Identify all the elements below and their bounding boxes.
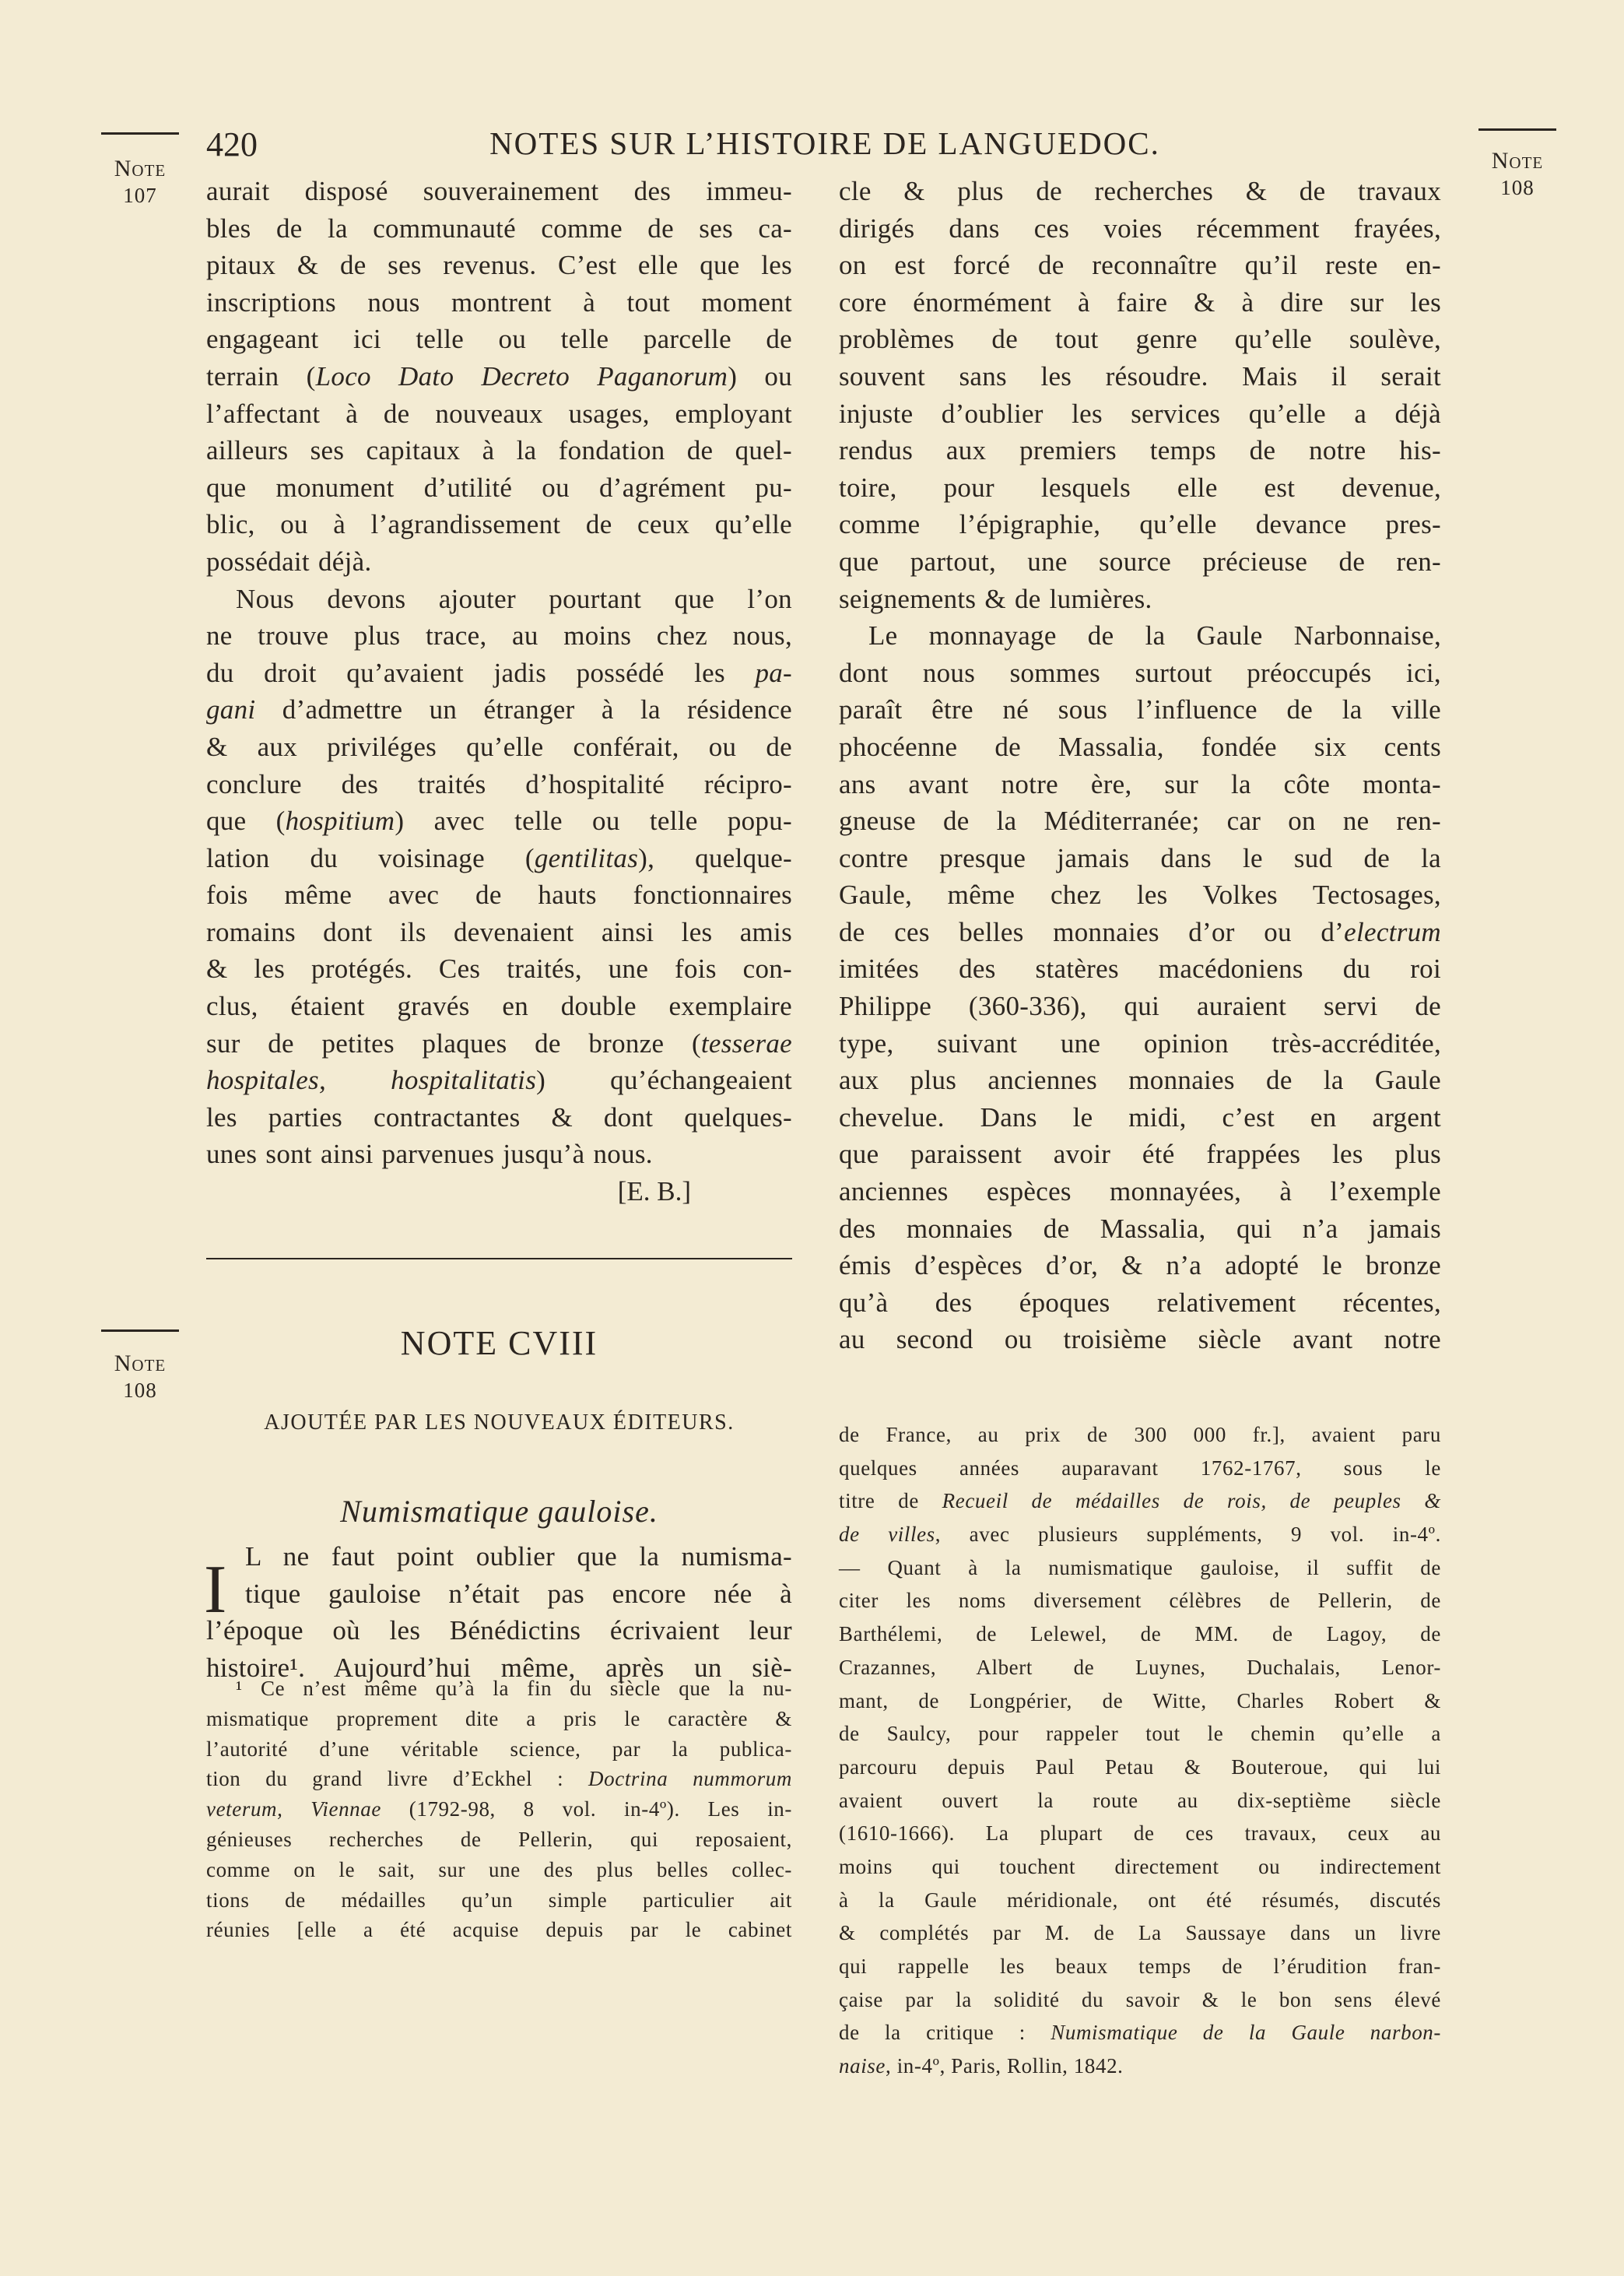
- text-run: Gaule, même chez les Volkes Tectosages,: [839, 880, 1441, 911]
- text-run: engageant ici telle ou telle parcelle de: [206, 324, 792, 355]
- text-line: [839, 655, 1441, 692]
- page-number: 420: [206, 125, 258, 163]
- text-run: que monument d’utilité ou d’agrément pu-: [206, 472, 792, 503]
- text-line: [206, 766, 792, 803]
- text-run: blic, ou à l’agrandissement de ceux qu’elle: [206, 509, 792, 540]
- text-line: [839, 469, 1441, 507]
- text-line: [839, 432, 1441, 469]
- text-run: Nous devons ajouter pourtant que l’on: [236, 583, 792, 614]
- italic-text: tesserae: [700, 1027, 792, 1059]
- text-line: [206, 1136, 792, 1173]
- italic-text: naise: [839, 2054, 886, 2078]
- text-line: [206, 506, 792, 543]
- text-run: souvent sans les résoudre. Mais il serait: [839, 360, 1441, 392]
- margin-note-label: Note: [1491, 148, 1544, 174]
- text-line: [839, 1173, 1441, 1210]
- italic-text: de villes: [839, 1523, 935, 1547]
- text-run: mismatique proprement dite a pris le caractère &: [206, 1706, 792, 1730]
- text-line: [206, 210, 792, 248]
- text-line: [839, 1452, 1441, 1485]
- margin-note-number: 108: [123, 1379, 157, 1402]
- text-line: [839, 1551, 1441, 1585]
- text-run: (1610-1666). La plupart de ces travaux, ceux au: [839, 1821, 1441, 1846]
- text-line: [206, 358, 792, 395]
- note-heading: NOTE CVIII: [400, 1324, 598, 1362]
- text-run: que (: [206, 806, 286, 837]
- text-line: [206, 1885, 792, 1916]
- text-run: d’admettre un étranger à la résidence: [255, 694, 792, 725]
- text-line: [206, 914, 792, 951]
- text-line: [206, 1612, 792, 1649]
- margin-note-number: 108: [1500, 176, 1535, 199]
- text-run: ) ou: [728, 360, 793, 392]
- text-run: core énormément à faire & à dire sur les: [839, 286, 1441, 318]
- text-line: [839, 1617, 1441, 1651]
- text-run: injuste d’oublier les services qu’elle a déjà: [839, 398, 1441, 429]
- text-run: ans avant notre ère, sur la côte monta-: [839, 768, 1441, 799]
- margin-note-label: Note: [114, 1350, 167, 1376]
- text-run: de ces belles monnaies d’or ou d’: [839, 916, 1345, 947]
- text-line: [839, 506, 1441, 543]
- text-run: paraît être né sous l’influence de la ville: [839, 694, 1441, 725]
- text-line: [206, 1794, 792, 1825]
- italic-text: Doctrina nummorum: [588, 1767, 792, 1791]
- right-column: [839, 173, 1441, 1358]
- text-line: [206, 1674, 792, 1704]
- text-run: que paraissent avoir été frappées les plus: [839, 1139, 1441, 1170]
- text-run: l’époque où les Bénédictins écrivaient leur: [206, 1615, 792, 1646]
- text-run: ¹ Ce n’est même qu’à la fin du siècle que la nu-: [236, 1677, 792, 1700]
- text-run: chevelue. Dans le midi, c’est en argent: [839, 1101, 1441, 1133]
- text-line: [206, 543, 792, 581]
- text-run: bles de la communauté comme de ses ca-: [206, 212, 792, 244]
- text-run: qu’à des époques relativement récentes,: [839, 1287, 1441, 1318]
- text-run: ), quelque-: [638, 842, 792, 873]
- drop-cap: I: [204, 1552, 227, 1628]
- text-line: [839, 1884, 1441, 1917]
- text-line: [839, 1418, 1441, 1452]
- margin-note-top-right: [1478, 148, 1556, 201]
- text-run: ne trouve plus trace, au moins chez nous,: [206, 620, 792, 652]
- margin-note-top-left: [101, 156, 179, 209]
- text-line: [206, 395, 792, 433]
- text-run: tions de médailles qu’un simple particulier ait: [206, 1888, 792, 1912]
- text-run: l’autorité d’une véritable science, par la publica-: [206, 1737, 792, 1761]
- text-line: [839, 2016, 1441, 2049]
- text-line: [839, 543, 1441, 581]
- text-run: rendus aux premiers temps de notre his-: [839, 435, 1441, 466]
- text-run: titre de: [839, 1489, 942, 1513]
- italic-text: gentilitas: [534, 842, 639, 873]
- text-run: de Saulcy, pour rappeler tout le chemin qu’elle a: [839, 1722, 1441, 1746]
- text-run: l’affectant à de nouveaux usages, employant: [206, 398, 792, 429]
- text-line: [839, 1784, 1441, 1818]
- italic-text: veterum, Viennae: [206, 1797, 381, 1821]
- footnote-right: [839, 1418, 1441, 2083]
- text-line: [839, 2049, 1441, 2083]
- text-run: conclure des traités d’hospitalité récipro-: [206, 768, 792, 799]
- text-line: [839, 1751, 1441, 1784]
- text-run: romains dont ils devenaient ainsi les amis: [206, 916, 792, 947]
- section-divider: [206, 1258, 792, 1259]
- text-run: — Quant à la numismatique gauloise, il suffit de: [839, 1555, 1441, 1579]
- text-line: [206, 1855, 792, 1885]
- text-run: çaise par la solidité du savoir & le bon sens élevé: [839, 1987, 1441, 2011]
- text-line: [206, 469, 792, 507]
- text-line: [839, 1850, 1441, 1884]
- text-run: tion du grand livre d’Eckhel :: [206, 1767, 589, 1791]
- text-run: pitaux & de ses revenus. C’est elle que les: [206, 250, 792, 281]
- text-run: & aux priviléges qu’elle conférait, ou de: [206, 731, 792, 762]
- text-run: dirigés dans ces voies récemment frayées,: [839, 212, 1441, 244]
- text-line: [839, 1210, 1441, 1248]
- text-run: gneuse de la Méditerranée; car on ne ren-: [839, 806, 1441, 837]
- text-run: dont nous sommes surtout préoccupés ici,: [839, 657, 1441, 688]
- text-line: [839, 1284, 1441, 1322]
- text-line: [839, 1136, 1441, 1173]
- italic-text: Numismatique de la Gaule narbon-: [1051, 2021, 1441, 2045]
- left-column: [206, 173, 792, 1210]
- text-line: [206, 173, 792, 210]
- text-run: sur de petites plaques de bronze (: [206, 1027, 701, 1059]
- text-line: [839, 395, 1441, 433]
- text-line: [206, 1099, 792, 1136]
- text-run: histoire¹. Aujourd’hui même, après un siè-: [206, 1652, 792, 1683]
- text-line: [839, 581, 1441, 618]
- text-run: contre presque jamais dans le sud de la: [839, 842, 1441, 873]
- text-line: [839, 766, 1441, 803]
- text-line: [839, 1916, 1441, 1950]
- text-run: , in-4º, Paris, Rollin, 1842.: [886, 2054, 1124, 2078]
- italic-text: gani: [206, 694, 256, 725]
- text-run: du droit qu’avaient jadis possédé les: [206, 657, 756, 688]
- text-line: [839, 1950, 1441, 1983]
- text-line: [206, 950, 792, 988]
- text-run: ailleurs ses capitaux à la fondation de quel-: [206, 435, 792, 466]
- note-subject: Numismatique gauloise.: [340, 1494, 658, 1529]
- text-line: [839, 321, 1441, 358]
- text-run: de France, au prix de 300 000 fr.], avaient paru: [839, 1423, 1441, 1446]
- text-line: [839, 691, 1441, 729]
- note-cviii-body: [206, 1538, 792, 1686]
- text-run: , avec plusieurs suppléments, 9 vol. in-4º.: [935, 1523, 1441, 1547]
- text-run: possédait déjà.: [206, 546, 372, 577]
- text-line: [206, 581, 792, 618]
- text-run: de la critique :: [839, 2021, 1051, 2045]
- text-line: [839, 950, 1441, 988]
- italic-text: hospitales, hospitalitatis: [206, 1065, 537, 1096]
- text-line: [839, 876, 1441, 914]
- text-line: [839, 1484, 1441, 1518]
- text-line: [839, 1651, 1441, 1684]
- text-run: L ne faut point oublier que la numisma-: [245, 1541, 792, 1572]
- text-run: moins qui touchent directement ou indirectement: [839, 1854, 1441, 1878]
- text-run: phocéenne de Massalia, fondée six cents: [839, 731, 1441, 762]
- text-run: aurait disposé souverainement des immeu-: [206, 176, 792, 206]
- text-run: comme on le sait, sur une des plus belles collec-: [206, 1857, 792, 1881]
- italic-text: Recueil de médailles de rois, de peuples &: [942, 1489, 1441, 1513]
- text-run: génieuses recherches de Pellerin, qui reposaient,: [206, 1827, 792, 1851]
- text-run: tique gauloise n’était pas encore née à: [245, 1578, 792, 1609]
- text-line: [839, 1321, 1441, 1358]
- text-run: citer les noms diversement célèbres de Pellerin, de: [839, 1589, 1441, 1613]
- text-run: ) qu’échangeaient: [536, 1065, 792, 1096]
- text-run: les parties contractantes & dont quelques-: [206, 1101, 792, 1133]
- italic-text: electrum: [1344, 916, 1441, 947]
- text-line: [839, 284, 1441, 321]
- text-run: aux plus anciennes monnaies de la Gaule: [839, 1065, 1441, 1096]
- text-run: on est forcé de reconnaître qu’il reste en-: [839, 250, 1441, 281]
- text-line: [206, 876, 792, 914]
- text-run: que partout, une source précieuse de ren-: [839, 546, 1441, 577]
- text-line: [206, 1825, 792, 1855]
- text-line: [206, 729, 792, 766]
- text-run: parcouru depuis Paul Petau & Bouteroue, qui lui: [839, 1754, 1441, 1779]
- italic-text: pa-: [755, 657, 792, 688]
- text-line: [839, 803, 1441, 840]
- text-run: & les protégés. Ces traités, une fois con-: [206, 954, 792, 985]
- margin-note-number: 107: [123, 184, 157, 207]
- text-run: & complétés par M. de La Saussaye dans un livre: [839, 1921, 1441, 1945]
- text-run: avaient ouvert la route au dix-septième siècle: [839, 1788, 1441, 1812]
- text-run: inscriptions nous montrent à tout moment: [206, 286, 792, 318]
- text-line: [839, 1099, 1441, 1136]
- text-line: [206, 1062, 792, 1099]
- text-line: [839, 1518, 1441, 1551]
- text-line: [839, 173, 1441, 210]
- text-line: [839, 247, 1441, 284]
- text-run: lation du voisinage (: [206, 842, 535, 873]
- note-subheading: AJOUTÉE PAR LES NOUVEAUX ÉDITEURS.: [264, 1410, 735, 1435]
- text-run: problèmes de tout genre qu’elle soulève,: [839, 324, 1441, 355]
- text-line: [206, 617, 792, 655]
- text-run: imitées des statères macédoniens du roi: [839, 954, 1441, 985]
- text-run: (1792-98, 8 vol. in-4º). Les in-: [381, 1797, 792, 1821]
- text-line: [839, 1025, 1441, 1062]
- text-run: des monnaies de Massalia, qui n’a jamais: [839, 1213, 1441, 1244]
- text-run: Barthélemi, de Lelewel, de MM. de Lagoy, de: [839, 1622, 1441, 1646]
- text-run: seignements & de lumières.: [839, 583, 1152, 614]
- margin-rule: [1478, 128, 1556, 131]
- text-run: toire, pour lesquels elle est devenue,: [839, 472, 1441, 503]
- text-run: à la Gaule méridionale, ont été résumés, discutés: [839, 1888, 1441, 1912]
- margin-rule: [101, 132, 179, 135]
- italic-text: Loco Dato Decreto Paganorum: [315, 360, 728, 392]
- text-run: type, suivant une opinion très-accréditée,: [839, 1027, 1441, 1059]
- text-line: [206, 247, 792, 284]
- margin-note-mid-left: [101, 1350, 179, 1403]
- text-line: [839, 1684, 1441, 1718]
- text-line: [839, 1983, 1441, 2017]
- text-line: [839, 914, 1441, 951]
- text-line: [206, 1704, 792, 1734]
- text-line: [839, 1584, 1441, 1617]
- footnote-left: [206, 1674, 792, 1945]
- text-run: émis d’espèces d’or, & n’a adopté le bronze: [839, 1250, 1441, 1281]
- text-run: qui rappelle les beaux temps de l’érudition fran-: [839, 1955, 1441, 1978]
- text-line: [206, 988, 792, 1025]
- text-line: [839, 617, 1441, 655]
- text-line: [206, 803, 792, 840]
- text-run: mant, de Longpérier, de Witte, Charles Robert &: [839, 1688, 1441, 1712]
- text-line: [206, 1915, 792, 1945]
- text-line: [839, 210, 1441, 248]
- text-line: [206, 1734, 792, 1765]
- text-run: comme l’épigraphie, qu’elle devance pres-: [839, 509, 1441, 540]
- text-line: [839, 1717, 1441, 1751]
- author-signature: [E. B.]: [617, 1176, 691, 1207]
- running-title: NOTES SUR L’HISTOIRE DE LANGUEDOC.: [489, 125, 1160, 161]
- text-run: clus, étaient gravés en double exemplaire: [206, 991, 792, 1022]
- text-line: [206, 840, 792, 877]
- text-line: [206, 321, 792, 358]
- text-run: cle & plus de recherches & de travaux: [839, 176, 1441, 206]
- margin-note-label: Note: [114, 156, 167, 181]
- text-line: [839, 1817, 1441, 1850]
- text-run: fois même avec de hauts fonctionnaires: [206, 880, 792, 911]
- text-line: [206, 1025, 792, 1062]
- text-line: [839, 1062, 1441, 1099]
- text-line: [839, 988, 1441, 1025]
- text-line: [206, 691, 792, 729]
- text-run: Crazannes, Albert de Luynes, Duchalais, Lenor-: [839, 1655, 1441, 1679]
- text-line: [206, 655, 792, 692]
- text-line: [839, 840, 1441, 877]
- text-line: [839, 358, 1441, 395]
- text-run: Philippe (360-336), qui auraient servi de: [839, 991, 1441, 1022]
- text-line: [839, 1247, 1441, 1284]
- text-run: réunies [elle a été acquise depuis par le cabinet: [206, 1918, 792, 1942]
- text-line: [206, 284, 792, 321]
- text-line: [206, 1764, 792, 1794]
- text-line: [206, 432, 792, 469]
- text-run: unes sont ainsi parvenues jusqu’à nous.: [206, 1139, 653, 1170]
- text-run: quelques années auparavant 1762-1767, sous le: [839, 1456, 1441, 1480]
- text-line: [206, 1575, 792, 1613]
- text-run: anciennes espèces monnayées, à l’exemple: [839, 1176, 1441, 1207]
- margin-rule: [101, 1329, 179, 1332]
- text-run: au second ou troisième siècle avant notre: [839, 1324, 1441, 1355]
- text-line: [206, 1538, 792, 1575]
- italic-text: hospitium: [285, 806, 395, 837]
- text-run: Le monnayage de la Gaule Narbonnaise,: [868, 620, 1441, 652]
- text-run: ) avec telle ou telle popu-: [395, 806, 792, 837]
- text-line: [839, 729, 1441, 766]
- text-run: terrain (: [206, 360, 316, 392]
